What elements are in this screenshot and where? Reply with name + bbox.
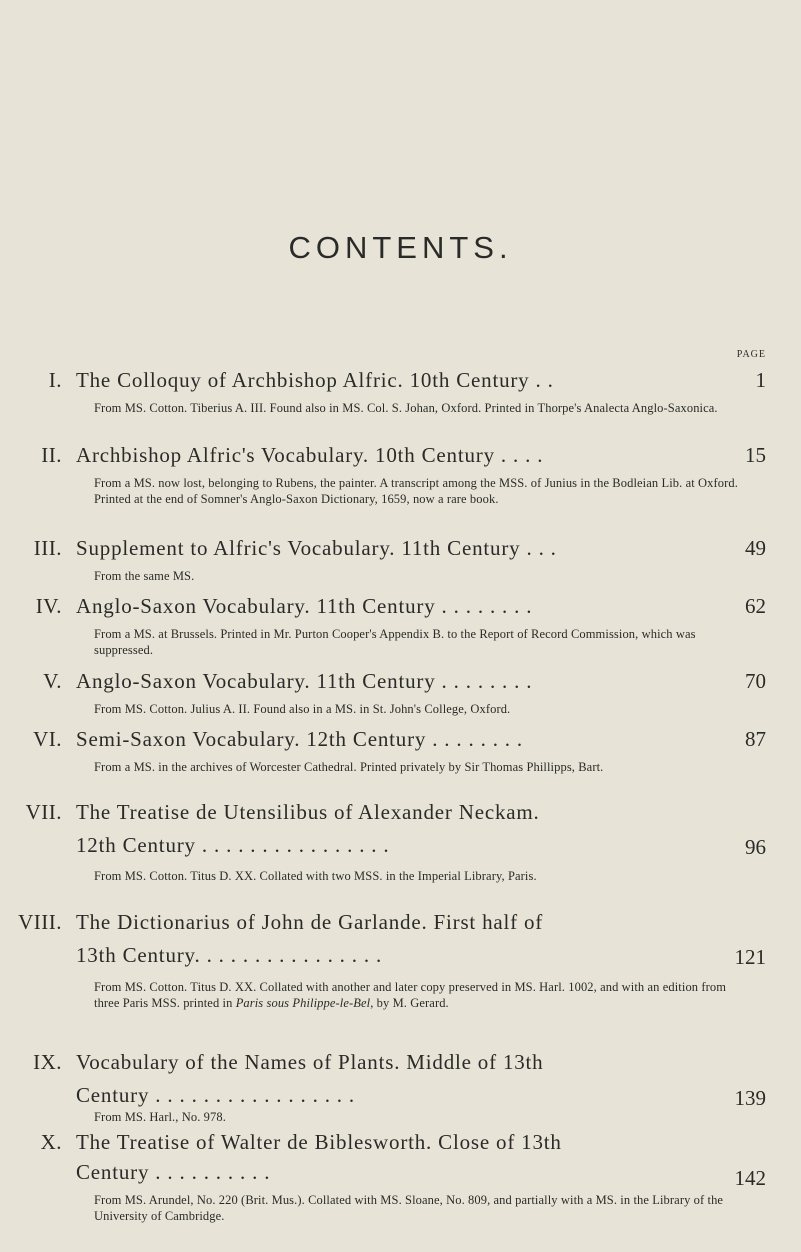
entry-page-number: 139 xyxy=(734,1086,766,1110)
entry-note: From MS. Arundel, No. 220 (Brit. Mus.). Collated with MS. Sloane, No. 809, and partially with a MS. in the Library of the University of Cambridge. xyxy=(94,1193,724,1223)
page-column-label: PAGE xyxy=(736,349,766,360)
entry-title: Archbishop Alfric's Vocabulary. 10th Century . . . . xyxy=(76,443,544,467)
entry-note: From a MS. in the archives of Worcester Cathedral. Printed privately by Sir Thomas Phillipps, Bart. xyxy=(94,760,604,774)
entry-note: From MS. Cotton. Titus D. XX. Collated with two MSS. in the Imperial Library, Paris. xyxy=(94,869,537,883)
entry-numeral: V. xyxy=(43,669,62,693)
entry-page-number: 96 xyxy=(745,835,766,859)
entry-numeral: III. xyxy=(33,536,62,560)
entry-numeral: X. xyxy=(40,1130,62,1154)
entry-page-number: 142 xyxy=(734,1166,766,1190)
entry-title: Semi-Saxon Vocabulary. 12th Century . . . . . . . . xyxy=(76,727,523,751)
entry-page-number: 15 xyxy=(745,443,766,467)
entry-note: From a MS. at Brussels. Printed in Mr. Purton Cooper's Appendix B. to the Report of Record Commission, which was suppressed. xyxy=(94,627,696,657)
entry-title-continued: Century . . . . . . . . . . . . . . . . . xyxy=(76,1083,355,1107)
entry-note xyxy=(94,980,754,1011)
entry-note: From a MS. now lost, belonging to Rubens, the painter. A transcript among the MSS. of Junius in the Bodleian Lib. at Oxford. Printed at the end of Somner's Anglo-Saxon Dictionary, 1659, now a rare book. xyxy=(94,476,738,506)
entry-title: The Treatise de Utensilibus of Alexander Neckam. xyxy=(76,800,540,824)
entry-title-continued: Century . . . . . . . . . . xyxy=(76,1160,271,1184)
entry-page-number: 87 xyxy=(745,727,766,751)
entry-title: The Treatise of Walter de Biblesworth. Close of 13th xyxy=(76,1130,562,1154)
entry-title-continued: 13th Century. . . . . . . . . . . . . . . . xyxy=(76,943,383,967)
entry-note: From the same MS. xyxy=(94,569,195,583)
entry-title-continued: 12th Century . . . . . . . . . . . . . . . . xyxy=(76,833,390,857)
entry-title: The Colloquy of Archbishop Alfric. 10th Century . . xyxy=(76,368,554,392)
entry-numeral: VIII. xyxy=(18,910,62,934)
entry-title: Anglo-Saxon Vocabulary. 11th Century . . . . . . . . xyxy=(76,669,533,693)
entry-note: From MS. Cotton. Julius A. II. Found also in a MS. in St. John's College, Oxford. xyxy=(94,702,511,716)
entry-page-number: 1 xyxy=(755,368,766,392)
entry-page-number: 62 xyxy=(745,594,766,618)
entry-numeral: IX. xyxy=(33,1050,62,1074)
entry-page-number: 70 xyxy=(745,669,766,693)
entry-title: Anglo-Saxon Vocabulary. 11th Century . . . . . . . . xyxy=(76,594,533,618)
entry-note-text: , by M. Gerard. xyxy=(370,995,449,1010)
entry-note-text: From MS. Cotton. Titus D. XX. Collated with another and later copy preserved in MS. Harl. 1002, and with an edition from three Paris MSS. printed in xyxy=(94,980,727,1010)
entry-title: The Dictionarius of John de Garlande. First half of xyxy=(76,910,544,934)
entry-note: From MS. Harl., No. 978. xyxy=(94,1110,226,1124)
entry-numeral: II. xyxy=(41,443,62,467)
entry-numeral: VII. xyxy=(25,800,62,824)
entry-title: Vocabulary of the Names of Plants. Middle of 13th xyxy=(76,1050,544,1074)
entry-title: Supplement to Alfric's Vocabulary. 11th Century . . . xyxy=(76,536,557,560)
entry-note: From MS. Cotton. Tiberius A. III. Found also in MS. Col. S. Johan, Oxford. Printed in Thorpe's Analecta Anglo-Saxonica. xyxy=(94,401,718,415)
entry-page-number: 121 xyxy=(734,945,766,969)
page-title: CONTENTS. xyxy=(288,230,513,265)
entry-note-book-title: Paris sous Philippe-le-Bel xyxy=(235,995,371,1010)
entry-page-number: 49 xyxy=(745,536,766,560)
entry-numeral: I. xyxy=(48,368,62,392)
entry-numeral: IV. xyxy=(35,594,62,618)
entry-numeral: VI. xyxy=(33,727,62,751)
